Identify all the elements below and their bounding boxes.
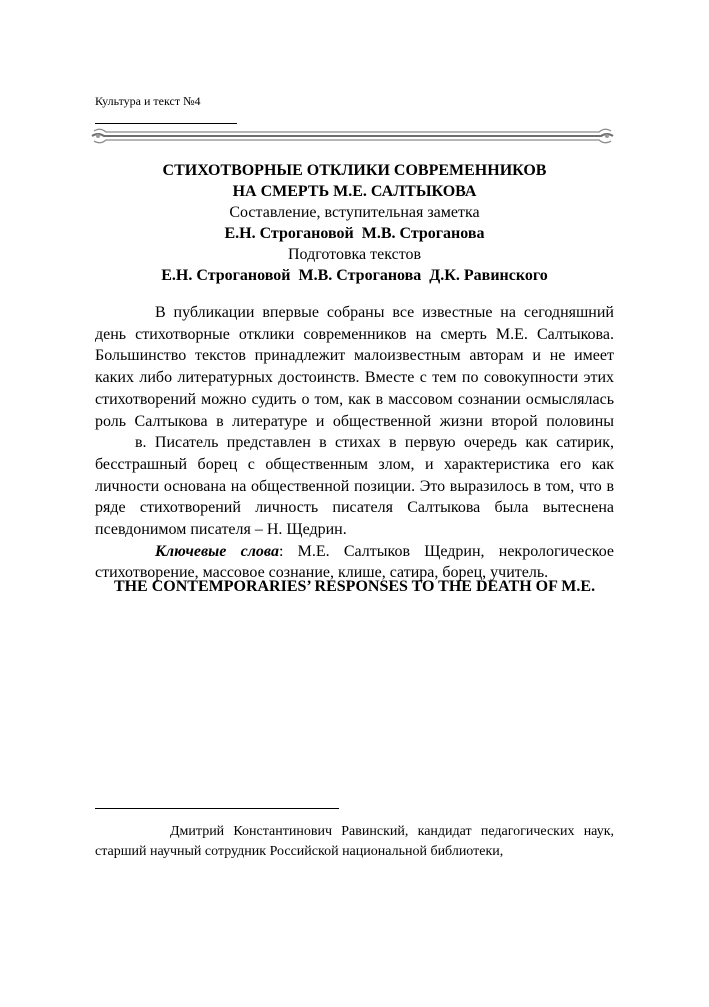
article-title-block (95, 160, 614, 286)
abstract-text-part-2: в. Писатель представлен в стихах в первую очередь как сатирик, бесстрашный борец с общественным злом, и характеристика его как личности основана на общественной позиции. Это выразилось в том, что в ряде стихотворений личность писателя Салтыкова была вытеснена псевдонимом писателя – Н. Щедрин. (95, 434, 614, 539)
footnote-text: Дмитрий Константинович Равинский, кандидат педагогических наук, старший научный сотрудник Российской национальной библиотеки, (95, 824, 614, 859)
abstract-text-part-1: В публикации впервые собраны все известные на сегодняшний день стихотворные отклики современников на смерть М.Е. Салтыкова. Большинство текстов принадлежит малоизвестным авторам и не имеет каких либо литературных достоинств. Вместе с тем по совокупности этих стихотворений можно судить о том, как в массовом сознании осмыслялась роль Салтыкова в литературе и общественной жизни второй половины (95, 304, 614, 430)
ornamental-divider (90, 125, 615, 147)
header-rule (95, 123, 237, 124)
keywords-text: : М.Е. Салтыков Щедрин, некрологическое стихотворение, массовое сознание, клише, сатира, борец, учитель. (95, 542, 615, 582)
preparation-authors: Е.Н. Строгановой М.В. Строганова Д.К. Равинского (161, 267, 548, 284)
english-title: THE CONTEMPORARIES’ RESPONSES TO THE DEATH OF M.E. (113, 578, 596, 595)
keywords-label: Ключевые слова (155, 542, 279, 560)
preparation-label: Подготовка текстов (287, 246, 422, 263)
abstract-paragraph (95, 302, 614, 541)
compilation-authors: Е.Н. Строгановой М.В. Строганова (224, 225, 485, 242)
running-head: Культура и текст №4 (95, 94, 201, 108)
article-title-line-1: СТИХОТВОРНЫЕ ОТКЛИКИ СОВРЕМЕННИКОВ (162, 162, 547, 179)
footnote-rule (95, 808, 339, 809)
footnote (95, 822, 614, 861)
article-title-line-2: НА СМЕРТЬ М.Е. САЛТЫКОВА (232, 183, 477, 200)
compilation-label: Составление, вступительная заметка (229, 204, 480, 221)
abstract (95, 302, 614, 584)
